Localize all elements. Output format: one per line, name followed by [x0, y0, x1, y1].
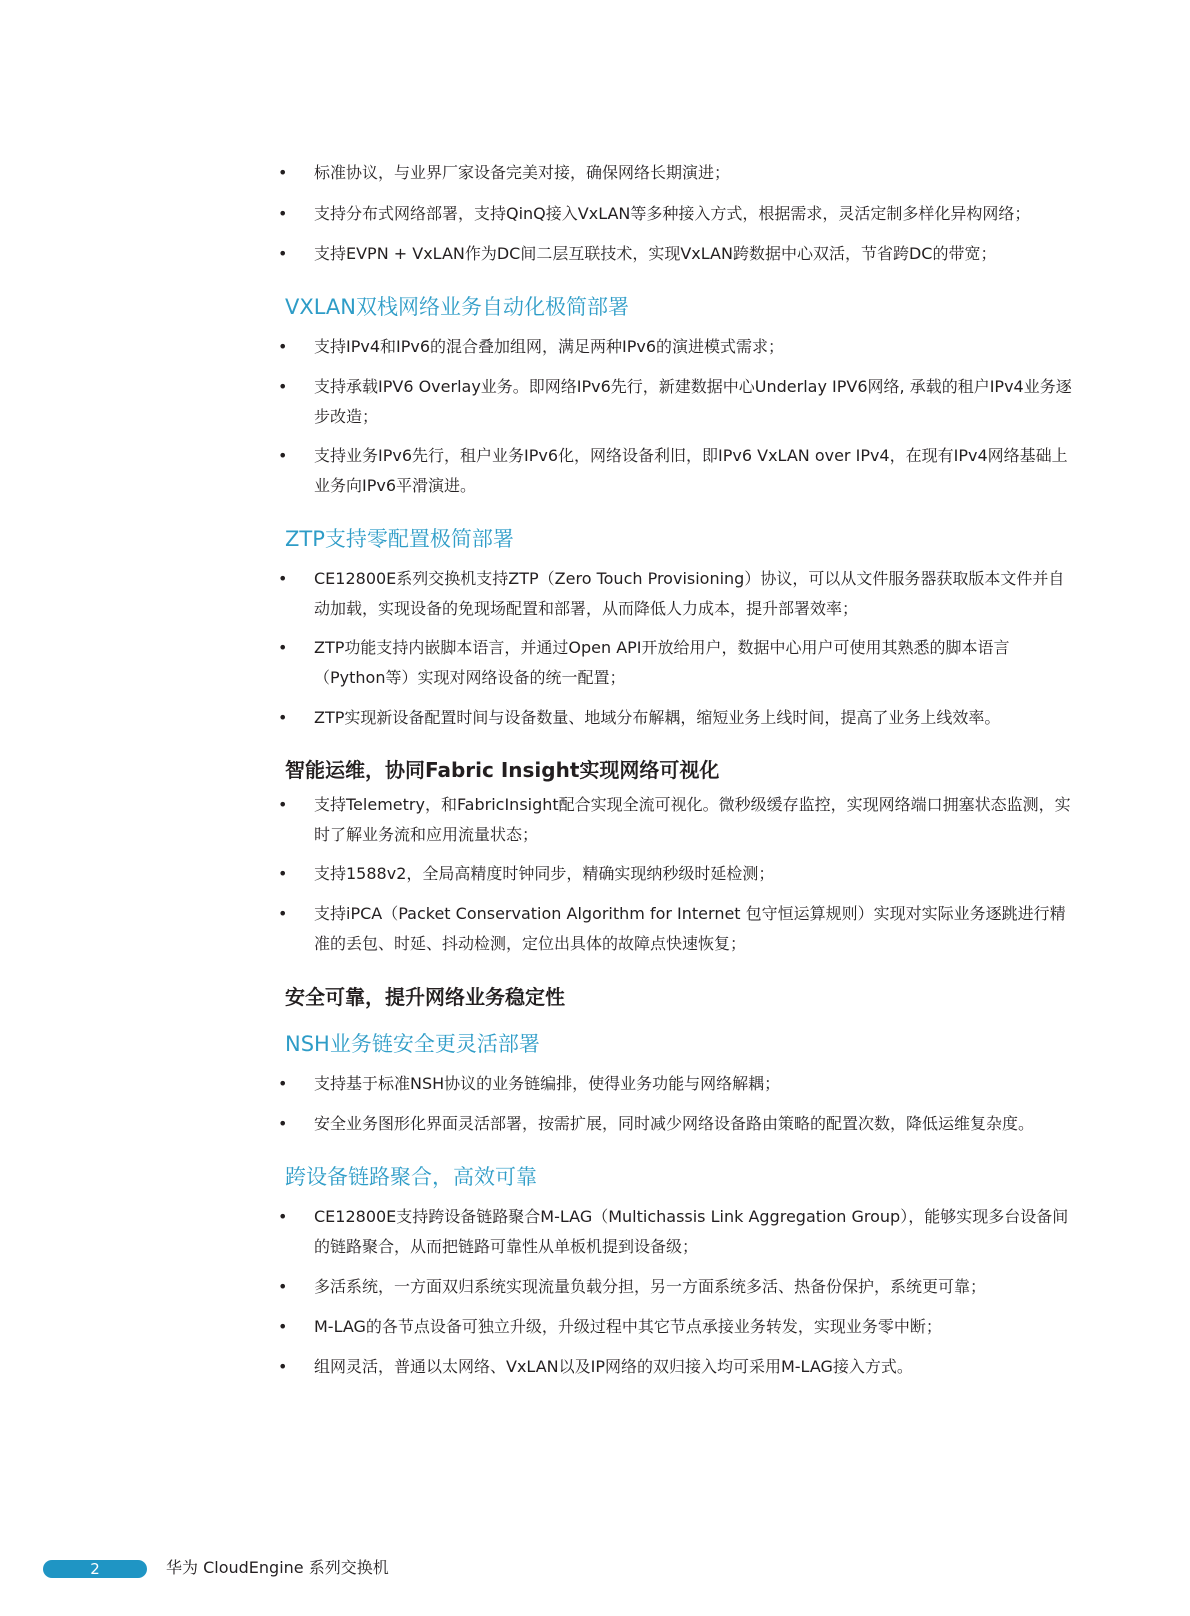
section-heading-smart-ops: 智能运维，协同Fabric Insight实现网络可视化 [285, 758, 720, 782]
bullet-dot: • [278, 204, 288, 223]
bullet-dot: • [278, 1114, 288, 1133]
section-heading-nsh: NSH业务链安全更灵活部署 [285, 1032, 540, 1056]
bullet-text: 支持基于标准NSH协议的业务链编排，使得业务功能与网络解耦； [314, 1074, 781, 1093]
bullet-text: 安全业务图形化界面灵活部署，按需扩展，同时减少网络设备路由策略的配置次数，降低运维复杂度。 [314, 1114, 1035, 1133]
bullet-item [278, 564, 1075, 624]
bullet-dot: • [278, 795, 288, 814]
bullet-dot: • [278, 1277, 288, 1296]
bullet-item [278, 633, 1075, 693]
bullet-item [278, 199, 1075, 229]
bullet-dot: • [278, 904, 288, 923]
bullet-text: 支持EVPN + VxLAN作为DC间二层互联技术，实现VxLAN跨数据中心双活，节省跨DC的带宽； [314, 244, 997, 263]
bullet-item [278, 899, 1075, 959]
bullet-item [278, 441, 1075, 501]
bullet-item [278, 790, 1075, 850]
bullet-text: CE12800E系列交换机支持ZTP（Zero Touch Provisioning）协议，可以从文件服务器获取版本文件并自动加载，实现设备的免现场配置和部署，从而降低人力成本，提升部署效率； [314, 569, 1065, 618]
bullet-dot: • [278, 244, 288, 263]
bullet-item [278, 239, 1075, 269]
bullet-text: 支持承载IPV6 Overlay业务。即网络IPv6先行，新建数据中心Underlay IPV6网络, 承载的租户IPv4业务逐步改造； [314, 377, 1072, 426]
bullet-item [278, 158, 1075, 188]
bullet-text: 支持IPv4和IPv6的混合叠加组网，满足两种IPv6的演进模式需求； [314, 337, 785, 356]
bullet-dot: • [278, 569, 288, 588]
bullet-text: 支持业务IPv6先行，租户业务IPv6化，网络设备利旧，即IPv6 VxLAN over IPv4，在现有IPv4网络基础上业务向IPv6平滑演进。 [314, 446, 1068, 495]
bullet-item [278, 1202, 1075, 1262]
section-heading-reliability: 安全可靠，提升网络业务稳定性 [285, 985, 565, 1009]
bullet-item [278, 1272, 1075, 1302]
bullet-dot: • [278, 377, 288, 396]
bullet-dot: • [278, 1317, 288, 1336]
bullet-text: M-LAG的各节点设备可独立升级，升级过程中其它节点承接业务转发，实现业务零中断； [314, 1317, 942, 1336]
bullet-dot: • [278, 163, 288, 182]
section-heading-mlag: 跨设备链路聚合，高效可靠 [285, 1165, 537, 1189]
bullet-dot: • [278, 337, 288, 356]
bullet-text: ZTP实现新设备配置时间与设备数量、地域分布解耦，缩短业务上线时间，提高了业务上线效率。 [314, 708, 1001, 727]
bullet-item [278, 1352, 1075, 1382]
bullet-text: 标准协议，与业界厂家设备完美对接，确保网络长期演进； [314, 163, 731, 182]
bullet-item [278, 372, 1075, 432]
bullet-dot: • [278, 708, 288, 727]
section-heading-ztp: ZTP支持零配置极简部署 [285, 527, 514, 551]
bullet-item [278, 859, 1075, 889]
footer-title: 华为 CloudEngine 系列交换机 [166, 1558, 389, 1577]
page-number-badge: 2 [43, 1560, 147, 1578]
bullet-text: 组网灵活，普通以太网络、VxLAN以及IP网络的双归接入均可采用M-LAG接入方式。 [314, 1357, 913, 1376]
bullet-item [278, 332, 1075, 362]
bullet-item [278, 1312, 1075, 1342]
bullet-text: ZTP功能支持内嵌脚本语言，并通过Open API开放给用户，数据中心用户可使用其熟悉的脚本语言（Python等）实现对网络设备的统一配置； [314, 638, 1010, 687]
bullet-item [278, 1069, 1075, 1099]
bullet-dot: • [278, 864, 288, 883]
bullet-dot: • [278, 1074, 288, 1093]
bullet-dot: • [278, 638, 288, 657]
bullet-text: CE12800E支持跨设备链路聚合M-LAG（Multichassis Link Aggregation Group），能够实现多台设备间的链路聚合，从而把链路可靠性从单板机提到设备级； [314, 1207, 1069, 1256]
bullet-item [278, 703, 1075, 733]
bullet-item [278, 1109, 1075, 1139]
bullet-text: 支持iPCA（Packet Conservation Algorithm for Internet 包守恒运算规则）实现对实际业务逐跳进行精准的丢包、时延、抖动检测，定位出具体的故障点快速恢复； [314, 904, 1066, 953]
bullet-text: 支持Telemetry，和FabricInsight配合实现全流可视化。微秒级缓存监控，实现网络端口拥塞状态监测，实时了解业务流和应用流量状态； [314, 795, 1071, 844]
bullet-text: 支持分布式网络部署，支持QinQ接入VxLAN等多种接入方式，根据需求，灵活定制多样化异构网络； [314, 204, 1031, 223]
bullet-dot: • [278, 1207, 288, 1226]
bullet-dot: • [278, 1357, 288, 1376]
bullet-dot: • [278, 446, 288, 465]
bullet-text: 支持1588v2，全局高精度时钟同步，精确实现纳秒级时延检测； [314, 864, 775, 883]
bullet-text: 多活系统，一方面双归系统实现流量负载分担，另一方面系统多活、热备份保护，系统更可靠； [314, 1277, 987, 1296]
section-heading-vxlan: VXLAN双栈网络业务自动化极简部署 [285, 295, 630, 319]
